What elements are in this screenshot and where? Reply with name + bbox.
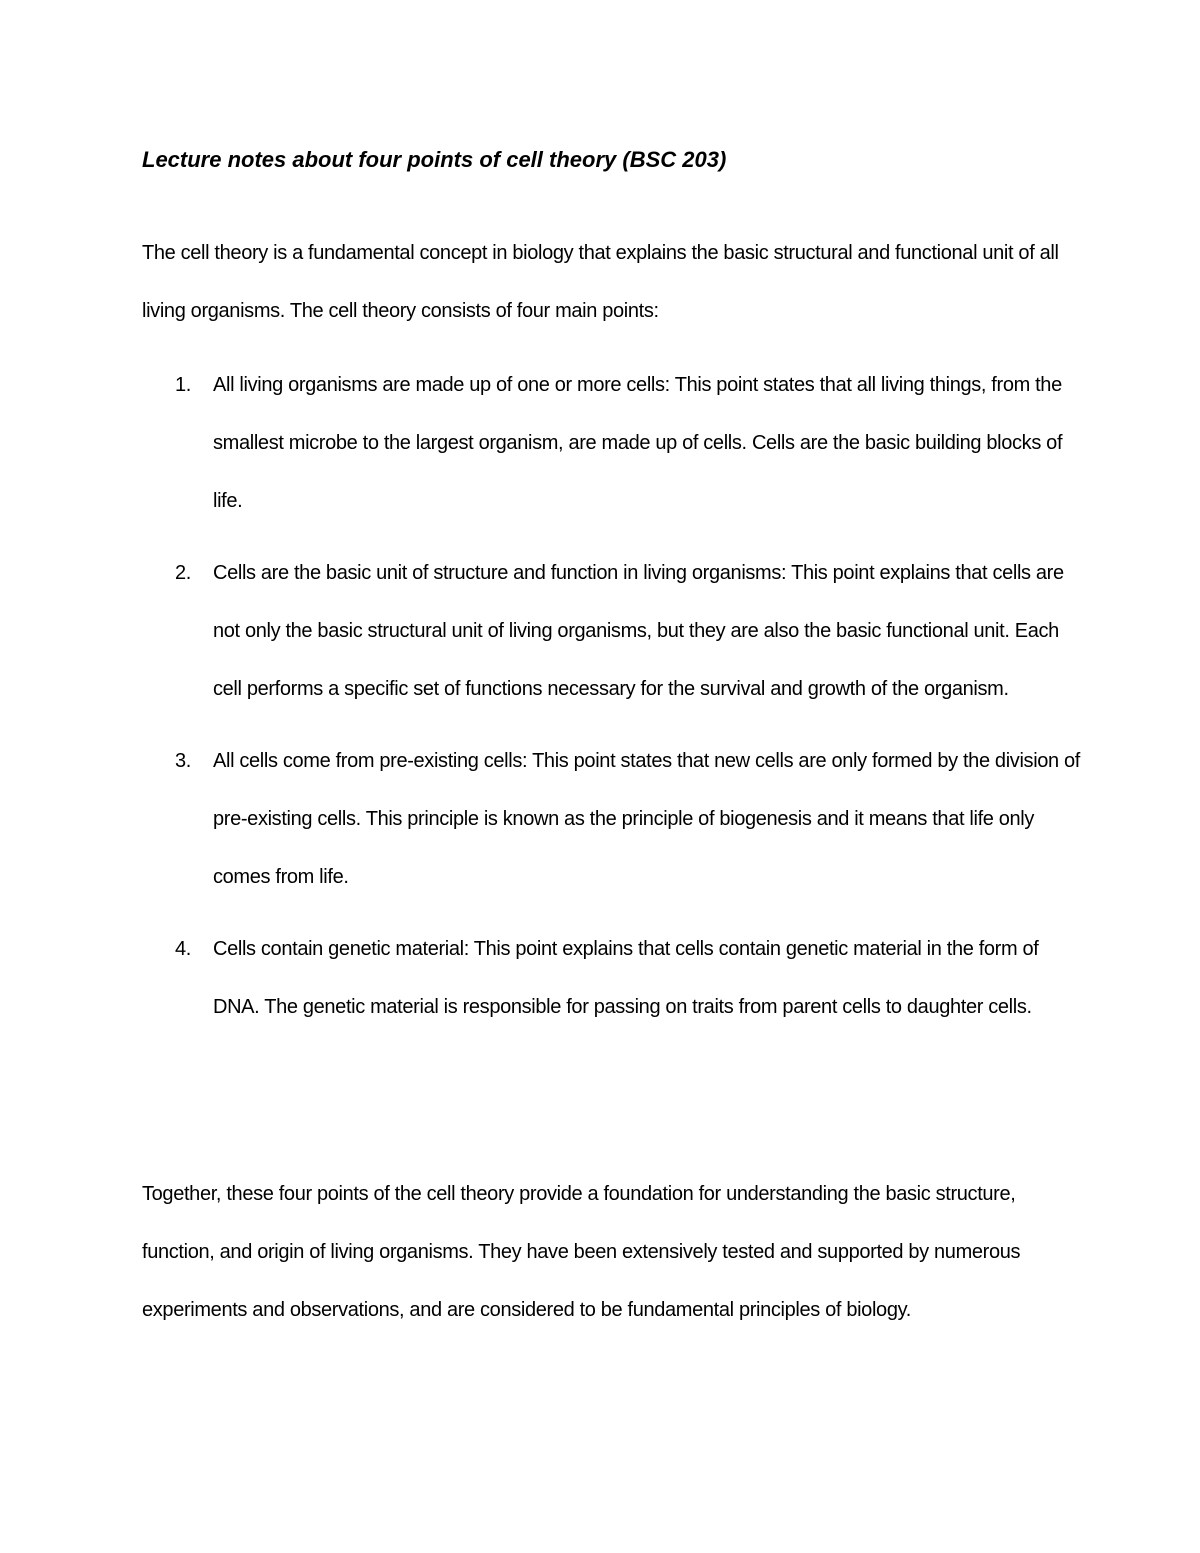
cell-theory-points-list xyxy=(142,356,1082,1050)
list-item-text: Cells contain genetic material: This point explains that cells contain genetic material in the form of DNA. The genetic material is responsible for passing on traits from parent cells to daughter cells. xyxy=(213,938,1039,1018)
list-item-number: 4. xyxy=(175,938,191,960)
document-title: Lecture notes about four points of cell theory (BSC 203) xyxy=(142,147,727,172)
conclusion-paragraph: Together, these four points of the cell theory provide a foundation for understanding the basic structure, function, and origin of living organisms. They have been extensively tested and supported by numerous experiments and observations, and are considered to be fundamental principles of biology. xyxy=(142,1183,1021,1321)
list-item-text: All living organisms are made up of one or more cells: This point states that all living things, from the smallest microbe to the largest organism, are made up of cells. Cells are the basic building blocks of life. xyxy=(213,374,1063,512)
list-item-text: Cells are the basic unit of structure and function in living organisms: This point explains that cells are not only the basic structural unit of living organisms, but they are also the basic functional unit. Each cell performs a specific set of functions necessary for the survival and growth of the organism. xyxy=(213,562,1064,700)
list-item xyxy=(142,544,1082,718)
list-item xyxy=(142,920,1082,1036)
list-item-number: 2. xyxy=(175,562,191,584)
intro-paragraph: The cell theory is a fundamental concept in biology that explains the basic structural and functional unit of all living organisms. The cell theory consists of four main points: xyxy=(142,242,1059,322)
list-item-number: 3. xyxy=(175,750,191,772)
list-item-number: 1. xyxy=(175,374,191,396)
list-item-text: All cells come from pre-existing cells: This point states that new cells are only formed by the division of pre-existing cells. This principle is known as the principle of biogenesis and it means that life only comes from life. xyxy=(213,750,1081,888)
list-item xyxy=(142,732,1082,906)
list-item xyxy=(142,356,1082,530)
